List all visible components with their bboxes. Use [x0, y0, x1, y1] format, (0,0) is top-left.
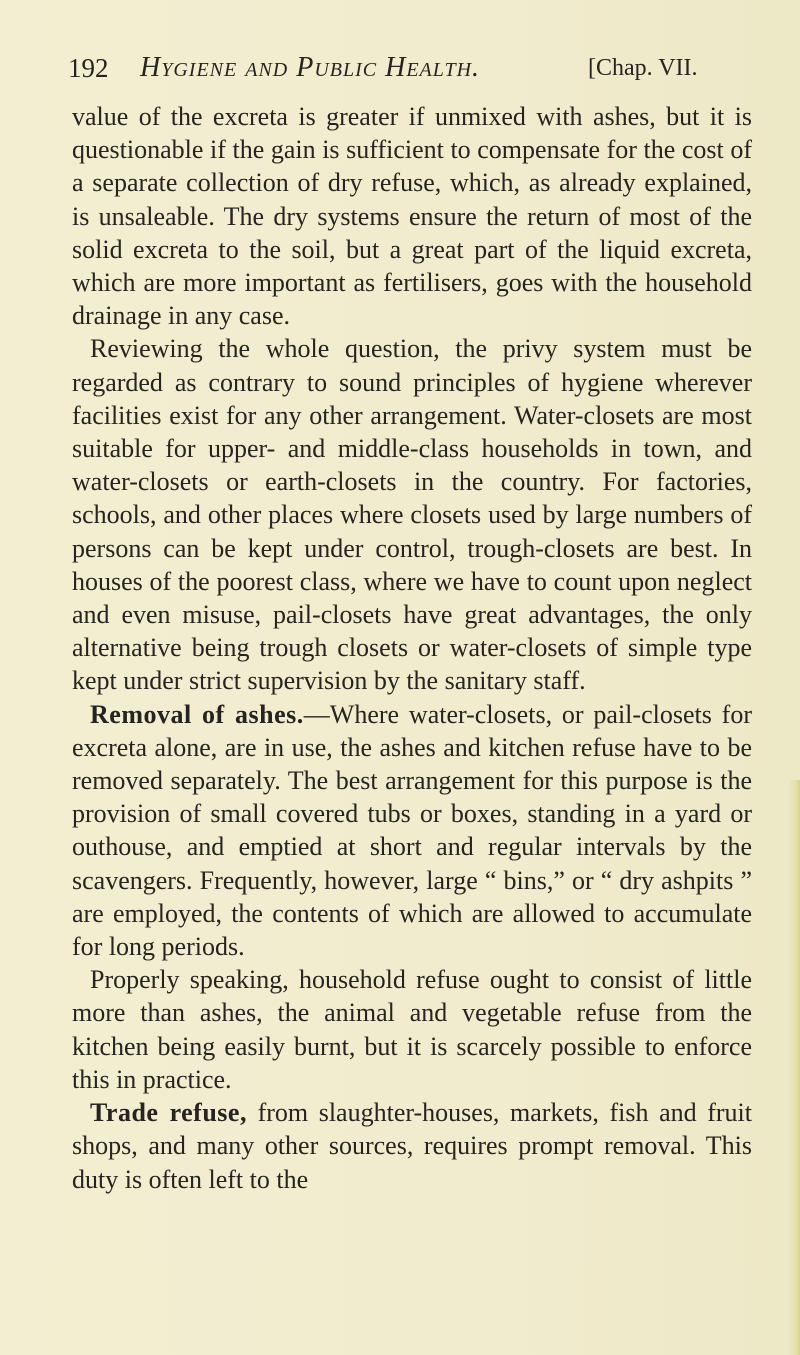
paragraph-review: [72, 332, 752, 697]
side-heading: Removal of ashes.: [90, 699, 304, 729]
body-text: [72, 100, 752, 1196]
paragraph-trade-refuse: [72, 1096, 752, 1196]
paragraph-continued: [72, 100, 752, 332]
page-header: [68, 48, 768, 88]
paragraph-text: value of the excreta is greater if unmixed with ashes, but it is questionable if the gain is sufficient to compensate for the cost of a separate collection of dry refuse, which, as already explained, is unsaleable. The dry systems ensure the return of most of the solid excreta to the soil, but a great part of the liquid excreta, which are more important as fertilisers, goes with the household drainage in any case.: [72, 102, 752, 331]
paragraph-household-refuse: [72, 963, 752, 1096]
paragraph-text: Reviewing the whole question, the privy system must be regarded as contrary to sound principles of hygiene wherever facilities exist for any other arrangement. Water-closets are most suitable for upper- and middle-class households in town, and water-closets or earth-closets in the country. For factories, schools, and other places where closets used by large numbers of persons can be kept under control, trough-closets are best. In houses of the poorest class, where we have to count upon neglect and even misuse, pail-closets have great advantages, the only alternative being trough closets or water-closets of simple type kept under strict supervision by the sanitary staff.: [72, 334, 752, 696]
paragraph-removal-of-ashes: [72, 698, 752, 964]
paragraph-text: from slaughter-houses, markets, fish and fruit shops, and many other sources, requires prompt removal. This duty is often left to the: [72, 1098, 752, 1194]
side-heading: Trade refuse,: [90, 1098, 247, 1128]
page-number: 192: [68, 53, 109, 83]
paragraph-text: —Where water-closets, or pail-closets for excreta alone, are in use, the ashes and kitchen refuse have to be removed separately. The best arrangement for this purpose is the provision of small covered tubs or boxes, standing in a yard or outhouse, and emptied at short and regular intervals by the scavengers. Frequently, however, large “ bins,” or “ dry ashpits ” are employed, the contents of which are allowed to accumulate for long periods.: [72, 699, 752, 962]
chapter-reference: [Chap. VII.: [588, 55, 698, 81]
running-title: Hygiene and Public Health.: [140, 52, 481, 83]
paragraph-text: Properly speaking, household refuse ought to consist of little more than ashes, the animal and vegetable refuse from the kitchen being easily burnt, but it is scarcely possible to enforce this in practice.: [72, 965, 752, 1094]
page-edge-shading: [788, 780, 800, 1355]
